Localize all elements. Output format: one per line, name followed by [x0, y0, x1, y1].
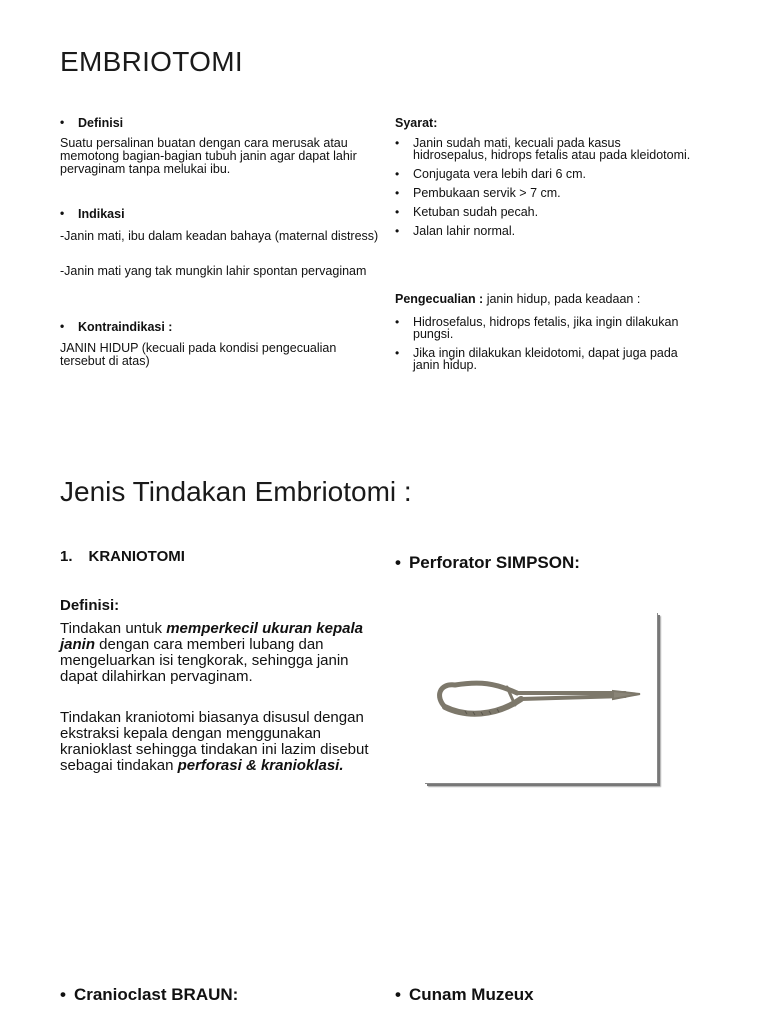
pengecualian-list: [395, 316, 695, 378]
bullet-icon: •: [60, 319, 65, 333]
bullet-icon: •: [395, 224, 400, 238]
kraniotomi-heading: [60, 548, 185, 565]
syarat-list: [395, 137, 695, 244]
bullet-icon: •: [395, 315, 400, 329]
indikasi-item-1: -Janin mati, ibu dalam keadan bahaya (maternal distress): [60, 229, 379, 243]
slide1-title: EMBRIOTOMI: [60, 46, 243, 77]
indikasi-heading: • Indikasi: [60, 206, 125, 221]
list-item: • Hidrosefalus, hidrops fetalis, jika ingin dilakukan pungsi.: [395, 315, 679, 341]
definisi-heading: • Definisi: [60, 115, 124, 130]
bullet-icon: •: [395, 205, 400, 219]
pengecualian-line: [395, 293, 640, 306]
kraniotomi-paragraph-1: Tindakan untuk memperkecil ukuran kepala janin dengan cara memberi lubang dan mengeluarkan isi tengkorak, sehingga janin dapat dilahirkan pervaginam.: [60, 620, 363, 685]
bullet-icon: •: [395, 167, 400, 181]
bullet-icon: •: [395, 186, 400, 200]
bullet-icon: •: [60, 985, 66, 1004]
perforator-icon: [425, 613, 657, 783]
list-item: • Conjugata vera lebih dari 6 cm.: [395, 167, 587, 181]
indikasi-item-2: -Janin mati yang tak mungkin lahir spontan pervaginam: [60, 264, 367, 278]
pengecualian-text: janin hidup, pada keadaan :: [483, 292, 641, 306]
kraniotomi-paragraph-2: Tindakan kraniotomi biasanya disusul dengan ekstraksi kepala dengan menggunakan kranioklast sehingga tindakan ini lazim disebut sebagai tindakan perforasi & kranioklasi.: [60, 709, 369, 774]
cunam-heading: • Cunam Muzeux: [395, 985, 534, 1004]
bullet-icon: •: [60, 115, 65, 129]
list-item: • Jalan lahir normal.: [395, 224, 516, 238]
bullet-icon: •: [395, 136, 400, 150]
perforator-instrument-photo: [425, 613, 658, 784]
kontraindikasi-heading: • Kontraindikasi :: [60, 319, 173, 334]
bullet-icon: •: [395, 553, 401, 572]
bullet-icon: •: [60, 206, 65, 220]
cranioclast-heading: • Cranioclast BRAUN:: [60, 985, 239, 1004]
list-item: • Ketuban sudah pecah.: [395, 205, 539, 219]
perforator-heading: • Perforator SIMPSON:: [395, 553, 580, 572]
pengecualian-label: Pengecualian :: [395, 292, 484, 306]
list-item: • Pembukaan servik > 7 cm.: [395, 186, 561, 200]
bullet-icon: •: [395, 346, 400, 360]
list-item: • Janin sudah mati, kecuali pada kasus hidrosepalus, hidrops fetalis atau pada kleidotomi.: [395, 136, 691, 162]
definisi2-heading: Definisi:: [60, 597, 120, 614]
list-item: • Jika ingin dilakukan kleidotomi, dapat juga pada janin hidup.: [395, 346, 678, 372]
syarat-heading: Syarat:: [395, 116, 438, 130]
list-number: 1.: [60, 548, 73, 565]
definisi-text: Suatu persalinan buatan dengan cara merusak atau memotong bagian-bagian tubuh janin agar dapat lahir pervaginam tanpa melukai ibu.: [60, 136, 357, 176]
bullet-icon: •: [395, 985, 401, 1004]
slide2-title: Jenis Tindakan Embriotomi :: [60, 476, 412, 507]
kraniotomi-label: KRANIOTOMI: [88, 548, 185, 565]
kontraindikasi-text: JANIN HIDUP (kecuali pada kondisi pengecualian tersebut di atas): [60, 341, 337, 368]
